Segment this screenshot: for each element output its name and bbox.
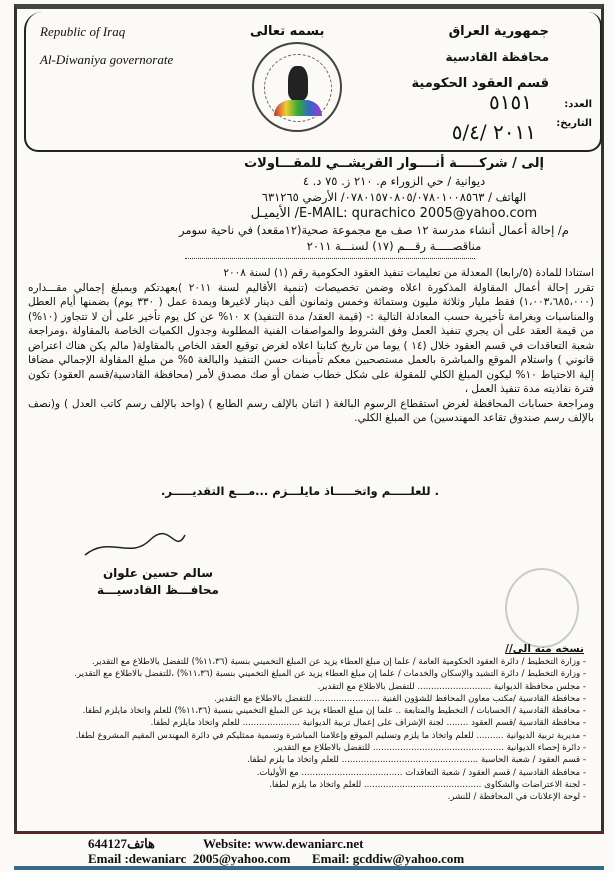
cc-item: - لوحة الإعلانات في المحافظة / للنشر. <box>20 791 586 803</box>
date-value: ٢٠١١ /٥/٤ <box>451 120 536 144</box>
ar-country: جمهورية العراق <box>448 24 549 39</box>
number-value: ٥١٥١ <box>489 90 532 114</box>
recipient-phone: الهاتف / ٠٧٨٠١٥٧٠٨٠٥/٠٧٨٠١٠٠٨٥٦٣/ الأرضي ٦٣١٢٦٥ <box>261 190 527 204</box>
body-paragraph: ومراجعة حسابات المحافظة لغرض استقطاع الرسوم البالغة ( اثنان بالإلف رسم الطابع ) (واحد بالإلف رسم كاتب العدل ) و(نصف بالإلف رسم صندوق تقاعد المهندسين) من المبلغ الكلي. <box>28 397 594 424</box>
recipient-email: E-MAIL: qurachico 2005@yahoo.com/ الأيميـل <box>250 206 538 221</box>
cc-item: - مجلس محافظة الديوانية ........................... للتفضل بالاطلاع مع التقدير. <box>20 681 586 693</box>
footer-rule <box>14 831 604 834</box>
cc-list <box>20 656 586 804</box>
date-label: التاريخ: <box>556 118 592 129</box>
cc-item: - قسم العقود / شعبة الحاسبة .................................................. للعلم واتخاذ ما يلزم لطفا. <box>20 754 586 766</box>
en-governorate: Al-Diwaniya governorate <box>40 52 174 67</box>
divider <box>185 258 475 259</box>
body-paragraph: استنادا للمادة (٥/رابعا) المعدلة من تعليمات تنفيذ العقود الحكومية رقم (١) لسنة ٢٠٠٨ <box>223 267 594 279</box>
official-stamp <box>505 568 579 648</box>
letter-body <box>28 266 594 426</box>
cc-item: - محافظة القادسية /قسم العقود ........ لجنة الإشراف على إعمال تربية الديوانية ..................... للعلم واتخاذ مايلزم لطفا. <box>20 717 586 729</box>
closing-line: . للعلـــــم واتخـــــاذ مايلـــزم ...مـــع التقديـــــر. <box>161 484 439 498</box>
cc-title: نسخه منه الى// <box>505 643 584 655</box>
subject-line-2: مناقصـــــة رقـــم (١٧) لسنـــة ٢٠١١ <box>306 239 482 253</box>
number-label: العدد: <box>564 99 592 110</box>
ar-department: قسم العقود الحكومية <box>411 76 549 91</box>
basmala: بسمه تعالى <box>250 24 325 39</box>
footer-email-2: Email: gcddiw@yahoo.com <box>312 851 465 866</box>
cc-item: - محافظة القادسية / الحسابات / التخطيط والمتابعة .. علما إن مبلغ العطاء يزيد عن المبلغ التخميني بنسبة (١١،٣٦%) للعلم واتخاذ مايلزم لطفا. <box>20 705 586 717</box>
footer-website: Website: www.dewaniarc.net <box>203 836 364 851</box>
recipient-address: ديوانية / حي الزوراء م. ٢١٠ ز. ٧٥ د. ٤ <box>302 174 486 188</box>
cc-item: - محافظة القادسية /مكتب معاون المحافظ للشؤون الفنية ........................ للتفضل بالاطلاع مع التقدير. <box>20 693 586 705</box>
governorate-seal-logo <box>252 42 342 132</box>
footer-phone: 644127هاتف <box>88 836 155 851</box>
signature <box>80 530 190 565</box>
cc-item: - وزارة التخطيط / دائرة التشيد والإسكان والخدمات / علما إن مبلغ العطاء يزيد عن المبلغ التخميني بنسبة (١١،٣٦%) ،للتفضل بالاطلاع مع التقدير. <box>20 668 586 680</box>
footer-email-1: Email :dewaniarc 2005@yahoo.com <box>88 851 291 866</box>
cc-item: - محافظة القادسية / قسم العقود / شعبة التعاقدات ..................................... مع الأوليات. <box>20 767 586 779</box>
cc-item: - دائرة إحصاء الديوانية ................................................ للتفضل بالاطلاع مع التقدير. <box>20 742 586 754</box>
cc-item: - مديرية تربية الديوانية .......... للعلم واتخاذ ما يلزم وتسليم الموقع وإعلامنا المباشرة وتسمية ممثليكم في دائرة المهندس المقيم المشروع لطفا. <box>20 730 586 742</box>
body-paragraph: تقرر إحالة أعمال المقاولة المذكورة اعلاه وضمن تخصيصات (تنمية الأقاليم لسنة ٢٠١١ )بعهدتكم وبمبلغ إجمالي مقـــداره (١،٠٠٣،٦٨٥،٠٠٠) فقط مليار وثلاثة مليون وستمائة وخمس وثمانون ألف دينار لاغيرها وبمدة عمل ( ٣٣٠ يوم) بضمنها أيام العطل والمناسبات وبغرامة تأخيرية حسب المعادلة التالية :- (قيمة العقد/ مدة التنفيذ) x ١٠% عن كل يوم تأخير على أن لا تتجاوز (١٠%) من قيمة العقد على أن يجري تنفيذ العمل وفق الشروط والمواصفات الفنية المطلوبة وجدول الكميات الخاصة بالمقاولة ،ومراجعة شعبة التعاقدات في قسم العقود خلال (١٤ ) يوما من تاريخ كتابنا اعلاه لغرض توقيع العقد الخاص بالمقاولة( مالم يكن هناك اعتراض قانوني ) واستلام الموقع والمباشرة بالعمل مستصحبين معكم تأمينات حسن التنفيذ والبالغة ٥% من مبلغ المقاولة الإجمالي مضافا إلية الاحتياط ١٠% ليكون المبلغ الكلي للمقولة على شكل خطاب ضمان أو صك مصدق لأمر (محافظة القادسية/قسم العقود) تكون فترة نفاذيته مدة تنفيذ العمل ، <box>28 281 595 395</box>
en-country: Republic of Iraq <box>40 24 126 39</box>
bottom-border <box>14 866 604 870</box>
cc-item: - لجنة الاعتراضات والشكاوى ........................................... للعلم واتخاذ ما يلزم لطفا. <box>20 779 586 791</box>
signatory-name: سالم حسين علوان <box>102 566 214 580</box>
ar-governorate: محافظة القادسية <box>445 50 549 64</box>
recipient-to: إلى / شركـــــة أنــــوار القريشــي للمقـــاولات <box>244 156 544 171</box>
cc-item: - وزارة التخطيط / دائرة العقود الحكومية العامة / علما إن مبلغ العطاء يزيد عن المبلغ التخميني بنسبة (١١،٣٦%) للتفضل بالاطلاع مع التقدير. <box>20 656 586 668</box>
signatory-title: محافـــظ القادسيـــة <box>97 583 219 597</box>
subject-line-1: م/ إحالة أعمال أنشاء مدرسة ١٢ صف مع مجموعة صحية(١٢مقعد) في ناحية سومر <box>179 223 569 237</box>
